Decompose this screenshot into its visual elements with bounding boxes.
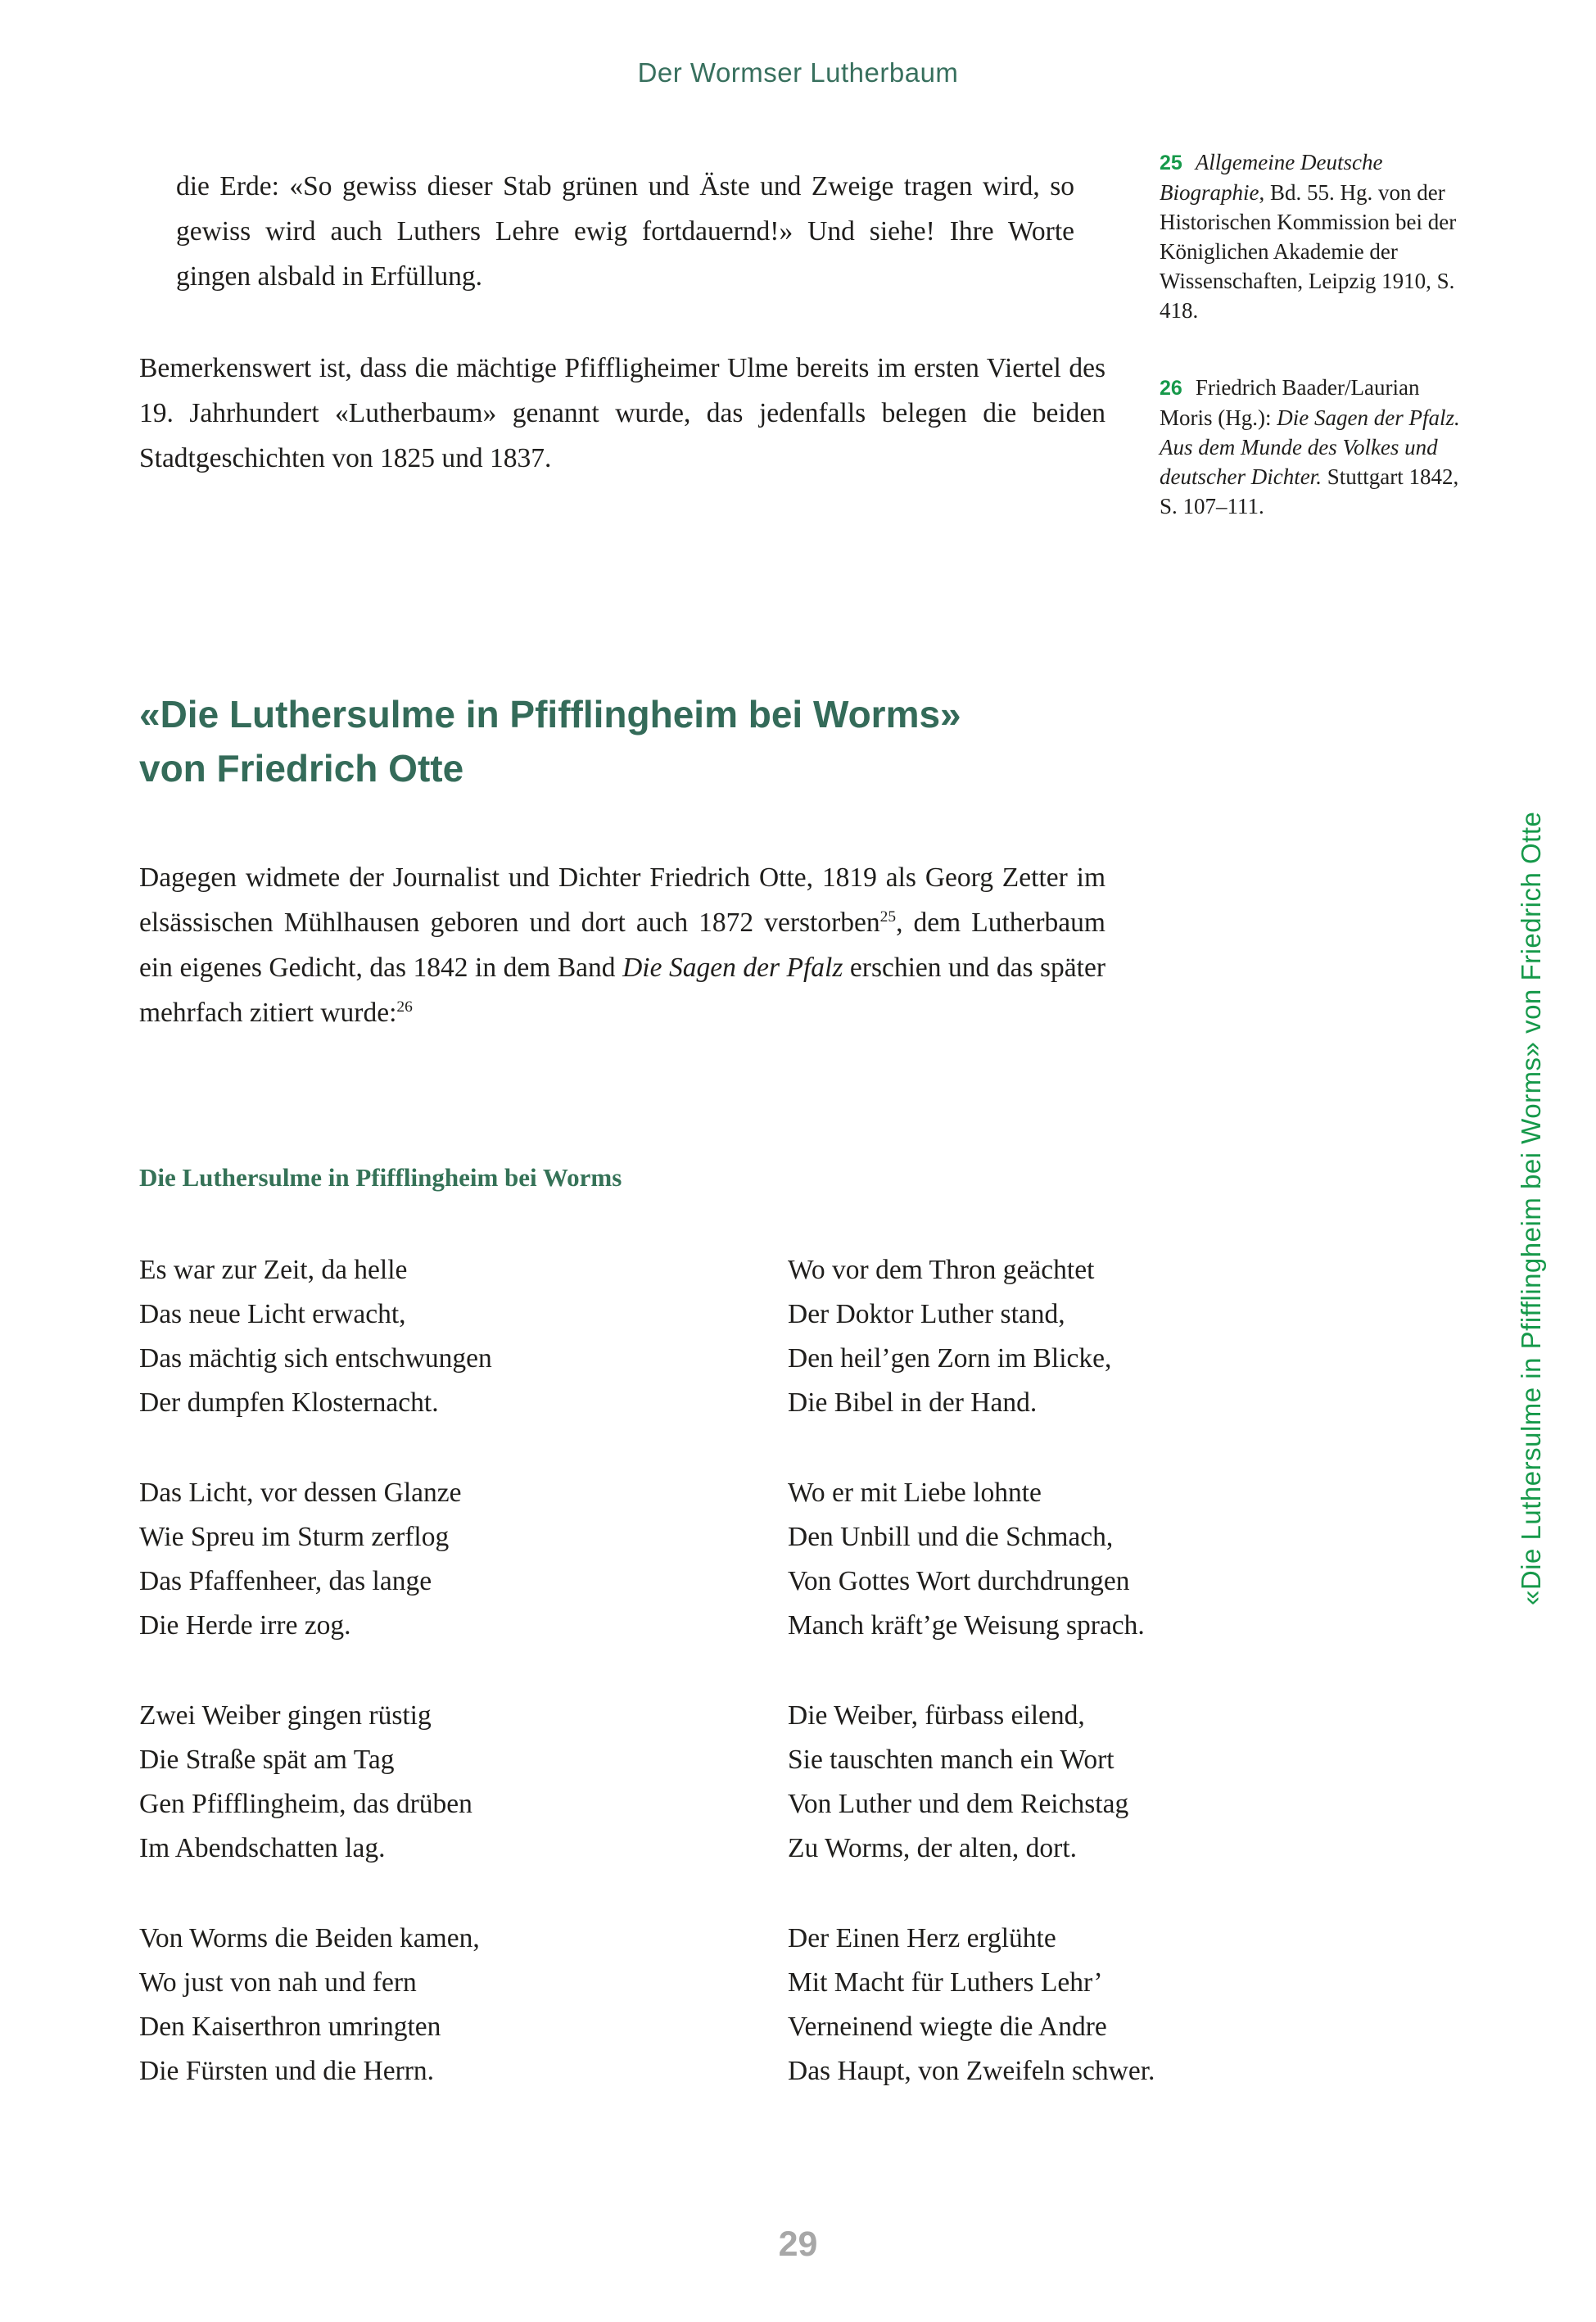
intro-paragraph: Bemerkenswert ist, dass die mächtige Pfiffligheimer Ulme bereits im ersten Viertel des 19. Jahrhundert «Lutherbaum» genannt wurde, das jedenfalls belegen die beiden Stadtgeschichten von 1825 und 1837.	[139, 352, 1105, 473]
poem-line: Von Worms die Beiden kamen,	[139, 1923, 480, 1953]
footnote-number: 25	[1160, 152, 1182, 174]
main-paragraph	[139, 855, 1105, 1035]
poem-line: Die Weiber, fürbass eilend,	[788, 1700, 1085, 1731]
poem-line: Wie Spreu im Sturm zerflog	[139, 1522, 450, 1552]
poem-line: Die Bibel in der Hand.	[788, 1387, 1038, 1418]
poem-line: Im Abendschatten lag.	[139, 1833, 386, 1863]
poem-line: Von Gottes Wort durchdrungen	[788, 1566, 1130, 1596]
poem-line: Das Haupt, von Zweifeln schwer.	[788, 2056, 1155, 2086]
poem-line: Von Luther und dem Reichstag	[788, 1789, 1129, 1819]
poem-title: Die Luthersulme in Pfifflingheim bei Worms	[139, 1162, 622, 1192]
poem-line: Der dumpfen Klosternacht.	[139, 1387, 439, 1418]
poem-line: Wo er mit Liebe lohnte	[788, 1478, 1042, 1508]
poem-stanza	[139, 1694, 492, 1871]
footnote-text-italic: Die Sagen der Pfalz. Aus dem Munde des Volkes und deutscher Dichter.	[1160, 405, 1460, 489]
section-heading-line2: von Friedrich Otte	[139, 746, 464, 790]
poem-line: Der Doktor Luther stand,	[788, 1299, 1065, 1329]
poem-line: Die Straße spät am Tag	[139, 1745, 395, 1775]
footnote-text: , Bd. 55. Hg. von der Historischen Kommission bei der Königlichen Akademie der Wissenschaften, Leipzig 1910, S. 418.	[1160, 180, 1457, 323]
poem-stanza	[139, 1917, 492, 2093]
vertical-section-label: «Die Luthersulme in Pfifflingheim bei Worms» von Friedrich Otte	[1516, 811, 1546, 1605]
page-number: 29	[778, 2225, 818, 2264]
poem-stanza	[788, 1248, 1155, 1425]
poem-stanza	[139, 1248, 492, 1425]
poem-line: Das Pfaffenheer, das lange	[139, 1566, 432, 1596]
poem-line: Es war zur Zeit, da helle	[139, 1255, 408, 1285]
poem-left-column	[139, 1248, 492, 2139]
footnote-text-italic: Allgemeine Deutsche Biographie	[1160, 150, 1383, 205]
margin-notes	[1160, 147, 1464, 568]
footnote-text: Stuttgart 1842, S. 107–111.	[1160, 464, 1459, 518]
poem-line: Den Kaiserthron umringten	[139, 2012, 441, 2042]
poem-line: Wo vor dem Thron geächtet	[788, 1255, 1095, 1285]
quote-paragraph: die Erde: «So gewiss dieser Stab grünen und Äste und Zweige tragen wird, so gewiss wird auch Luthers Lehre ewig fortdauernd!» Und siehe! Ihre Worte gingen alsbald in Erfüllung.	[176, 170, 1074, 292]
poem-stanza	[788, 1471, 1155, 1648]
poem-stanza	[788, 1694, 1155, 1871]
poem-line: Den heil’gen Zorn im Blicke,	[788, 1343, 1112, 1374]
footnote-number: 26	[1160, 377, 1182, 400]
poem-line: Das neue Licht erwacht,	[139, 1299, 406, 1329]
poem-line: Manch kräft’ge Weisung sprach.	[788, 1610, 1145, 1641]
poem-stanza	[139, 1471, 492, 1648]
footnote-ref-26: 26	[396, 998, 413, 1016]
poem-right-column	[788, 1248, 1155, 2139]
poem-line: Sie tauschten manch ein Wort	[788, 1745, 1114, 1775]
footnote-text: Friedrich Baader/Laurian Moris (Hg.):	[1160, 375, 1420, 430]
poem-line: Die Fürsten und die Herrn.	[139, 2056, 435, 2086]
poem-line: Zwei Weiber gingen rüstig	[139, 1700, 432, 1731]
poem-line: Die Herde irre zog.	[139, 1610, 351, 1641]
poem-line: Mit Macht für Luthers Lehr’	[788, 1967, 1103, 1998]
section-heading-line1: «Die Luthersulme in Pfifflingheim bei Worms»	[139, 692, 961, 736]
poem-line: Wo just von nah und fern	[139, 1967, 417, 1998]
paragraph-text: , dem Lutherbaum ein eigenes Gedicht, das 1842 in dem Band	[139, 907, 1105, 983]
paragraph-text: Dagegen widmete der Journalist und Dichter Friedrich Otte, 1819 als Georg Zetter im elsässischen Mühlhausen geboren und dort auch 1872 verstorben	[139, 862, 1105, 938]
poem-line: Das mächtig sich entschwungen	[139, 1343, 492, 1374]
margin-note-25	[1160, 147, 1464, 325]
poem-line: Das Licht, vor dessen Glanze	[139, 1478, 462, 1508]
poem-line: Verneinend wiegte die Andre	[788, 2012, 1107, 2042]
footnote-ref-25: 25	[879, 908, 897, 926]
poem-stanza	[788, 1917, 1155, 2093]
poem-line: Der Einen Herz erglühte	[788, 1923, 1056, 1953]
margin-note-26	[1160, 373, 1464, 521]
poem-line: Gen Pfifflingheim, das drüben	[139, 1789, 472, 1819]
running-header: Der Wormser Lutherbaum	[637, 57, 959, 88]
book-title-italic: Die Sagen der Pfalz	[622, 952, 843, 983]
section-heading	[139, 687, 961, 795]
poem-line: Zu Worms, der alten, dort.	[788, 1833, 1078, 1863]
poem-line: Den Unbill und die Schmach,	[788, 1522, 1114, 1552]
paragraph-text: erschien und das später mehrfach zitiert wurde:	[139, 952, 1105, 1028]
